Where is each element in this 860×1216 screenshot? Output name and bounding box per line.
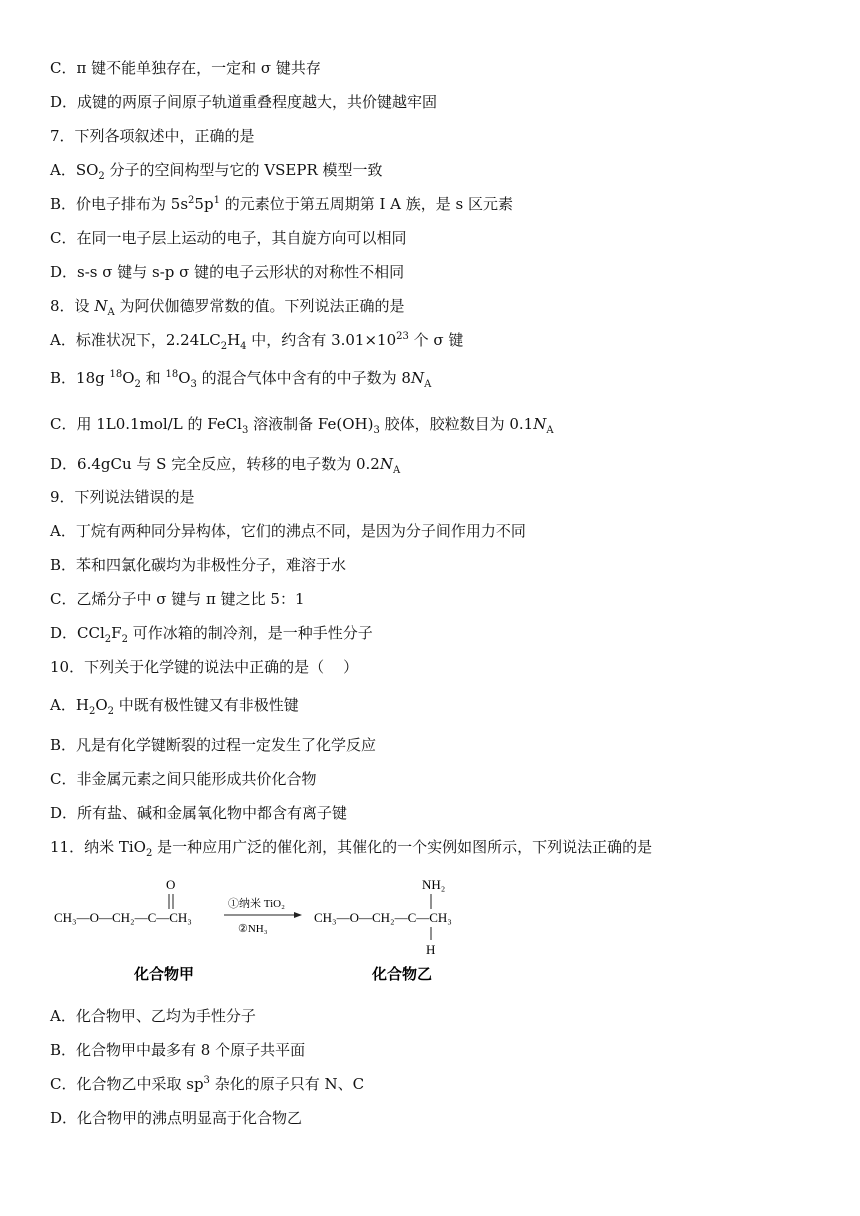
compound-a-carbonyl-o: O bbox=[166, 877, 176, 892]
q9-option-b: B．苯和四氯化碳均为非极性分子，难溶于水 bbox=[50, 556, 347, 574]
q11-option-d: D．化合物甲的沸点明显高于化合物乙 bbox=[50, 1109, 303, 1127]
q8-option-b: B．18g $^{18}O_2$ 和 $^{18}O_3$ 的混合气体中含有的中子数为 $8N_A$ bbox=[50, 369, 432, 390]
compound-b-nh2: NH₂ bbox=[422, 877, 446, 892]
q6-option-c: C．π 键不能单独存在，一定和 σ 键共存 bbox=[50, 59, 321, 77]
q8-option-a: A．标准状况下，$2.24LC_2H_4$ 中，约含有 $3.01\times 10^{23}$ 个 σ 键 bbox=[50, 331, 464, 352]
q11-stem: 11．纳米 TiO$_2$ 是一种应用广泛的催化剂，其催化的一个实例如图所示，下列说法正确的是 bbox=[50, 838, 653, 859]
q7-option-b: B．价电子排布为 $5s^25p^1$ 的元素位于第五周期第 I A 族，是 s 区元素 bbox=[50, 195, 514, 213]
arrow-condition-2: ②NH₃ bbox=[238, 923, 268, 935]
q9-option-c: C．乙烯分子中 σ 键与 π 键之比 5：1 bbox=[50, 590, 305, 608]
compound-b-h: H bbox=[426, 942, 436, 957]
q11-option-b: B．化合物甲中最多有 8 个原子共平面 bbox=[50, 1041, 306, 1059]
q10-option-c: C．非金属元素之间只能形成共价化合物 bbox=[50, 770, 317, 788]
q9-option-a: A．丁烷有两种同分异构体，它们的沸点不同，是因为分子间作用力不同 bbox=[50, 522, 526, 540]
q9-stem: 9．下列说法错误的是 bbox=[50, 488, 195, 506]
arrow-condition-1: ①纳米 TiO₂ bbox=[228, 898, 285, 910]
q9-option-d: D．$CCl_2F_2$ 可作冰箱的制冷剂，是一种手性分子 bbox=[50, 624, 373, 645]
q7-option-d: D．s-s σ 键与 s-p σ 键的电子云形状的对称性不相同 bbox=[50, 263, 405, 281]
q10-option-b: B．凡是有化学键断裂的过程一定发生了化学反应 bbox=[50, 736, 377, 754]
compound-a-label: 化合物甲 bbox=[134, 965, 195, 983]
q8-option-c: C．用 1L0.1mol/L 的 FeCl$_3$ 溶液制备 $Fe(OH)_3$ 胶体，胶粒数目为 $0.1N_A$ bbox=[50, 415, 554, 436]
compound-b-label: 化合物乙 bbox=[372, 965, 433, 983]
reaction-figure bbox=[50, 872, 490, 990]
q8-stem: 8．设 $N_A$ 为阿伏伽德罗常数的值。下列说法正确的是 bbox=[50, 297, 405, 318]
reaction-arrowhead bbox=[294, 912, 302, 918]
q10-option-a: A．$H_2O_2$ 中既有极性键又有非极性键 bbox=[50, 696, 299, 717]
compound-a-chain: CH₃—O—CH₂—C—CH₃ bbox=[54, 910, 192, 925]
q7-option-c: C．在同一电子层上运动的电子，其自旋方向可以相同 bbox=[50, 229, 407, 247]
q8-option-d: D．6.4gCu 与 S 完全反应，转移的电子数为 $0.2N_A$ bbox=[50, 455, 401, 476]
compound-b-chain: CH₃—O—CH₂—C—CH₃ bbox=[314, 910, 452, 925]
q10-option-d: D．所有盐、碱和金属氧化物中都含有离子键 bbox=[50, 804, 348, 822]
q11-option-c: C．化合物乙中采取 $sp^3$ 杂化的原子只有 N、C bbox=[50, 1075, 365, 1093]
q6-option-d: D．成键的两原子间原子轨道重叠程度越大，共价键越牢固 bbox=[50, 93, 438, 111]
q7-stem: 7．下列各项叙述中，正确的是 bbox=[50, 127, 255, 145]
q7-option-a: A．$SO_2$ 分子的空间构型与它的 VSEPR 模型一致 bbox=[50, 161, 383, 182]
q10-stem: 10．下列关于化学键的说法中正确的是（ ） bbox=[50, 658, 359, 676]
q11-option-a: A．化合物甲、乙均为手性分子 bbox=[50, 1007, 256, 1025]
